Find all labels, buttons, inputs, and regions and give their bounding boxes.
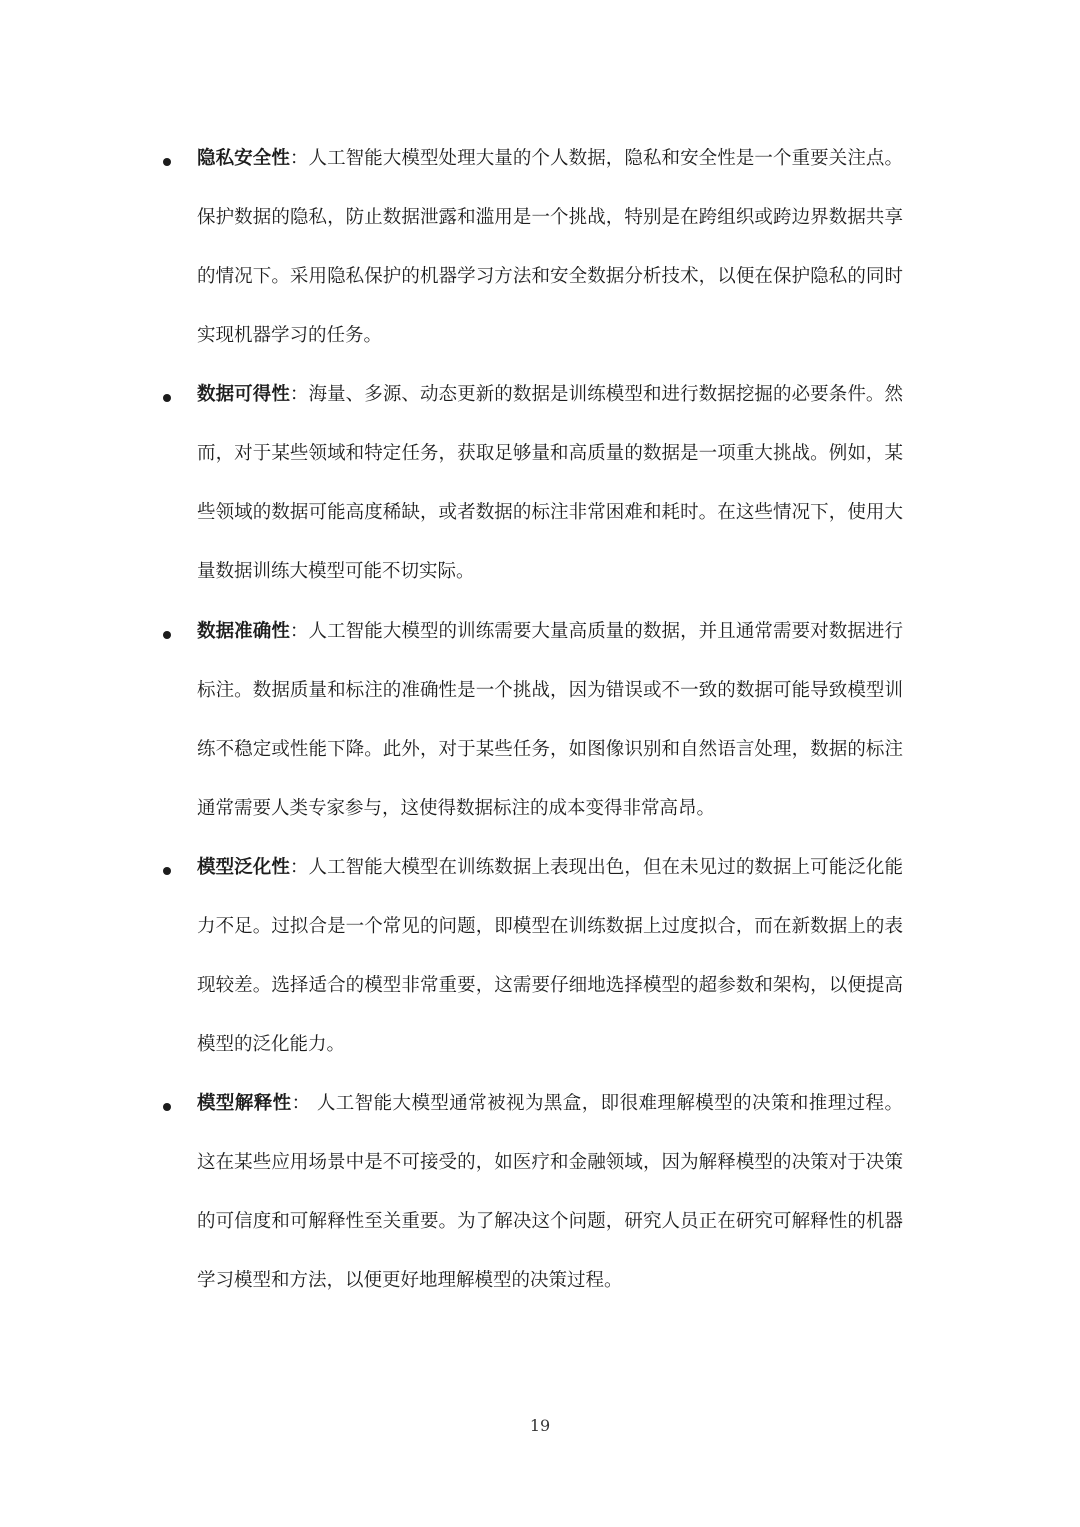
list-item-text: 人工智能大模型通常被视为黑盒，即很难理解模型的决策和推理过程。这在某些应用场景中是不可接受的，如医疗和金融领域，因为解释模型的决策对于决策的可信度和可解释性至关重要。为了解决这个问题，研究人员正在研究可解释性的机器学习模型和方法，以便更好地理解模型的决策过程。 xyxy=(197,1093,903,1291)
list-item-paragraph xyxy=(197,1074,903,1310)
page-number: 19 xyxy=(529,1416,551,1435)
term-separator: ： xyxy=(289,857,309,878)
list-item-paragraph xyxy=(197,365,903,601)
term-separator: ： xyxy=(291,1093,317,1114)
list-item-term: 隐私安全性 xyxy=(197,148,290,169)
list-item-text: 海量、多源、动态更新的数据是训练模型和进行数据挖掘的必要条件。然而，对于某些领域和特定任务，获取足够量和高质量的数据是一项重大挑战。例如，某些领域的数据可能高度稀缺，或者数据的标注非常困难和耗时。在这些情况下，使用大量数据训练大模型可能不切实际。 xyxy=(197,384,903,582)
list-item-text: 人工智能大模型在训练数据上表现出色，但在未见过的数据上可能泛化能力不足。过拟合是一个常见的问题，即模型在训练数据上过度拟合，而在新数据上的表现较差。选择适合的模型非常重要，这需要仔细地选择模型的超参数和架构，以便提高模型的泛化能力。 xyxy=(197,857,903,1055)
bullet-icon xyxy=(163,867,171,875)
list-item-text: 人工智能大模型的训练需要大量高质量的数据，并且通常需要对数据进行标注。数据质量和标注的准确性是一个挑战，因为错误或不一致的数据可能导致模型训练不稳定或性能下降。此外，对于某些任务，如图像识别和自然语言处理，数据的标注通常需要人类专家参与，这使得数据标注的成本变得非常高昂。 xyxy=(197,621,903,819)
bullet-icon xyxy=(163,1103,171,1111)
list-item-paragraph xyxy=(197,129,903,365)
list-item-term: 模型泛化性 xyxy=(197,857,290,878)
list-item-paragraph xyxy=(197,838,903,1074)
term-separator: ： xyxy=(289,384,309,405)
list-item-text: 人工智能大模型处理大量的个人数据，隐私和安全性是一个重要关注点。保护数据的隐私，防止数据泄露和滥用是一个挑战，特别是在跨组织或跨边界数据共享的情况下。采用隐私保护的机器学习方法和安全数据分析技术，以便在保护隐私的同时实现机器学习的任务。 xyxy=(197,148,903,346)
term-separator: ： xyxy=(289,621,309,642)
bullet-icon xyxy=(163,394,171,402)
list-item-term: 数据可得性 xyxy=(197,384,290,405)
list-item-term: 数据准确性 xyxy=(197,621,290,642)
bullet-icon xyxy=(163,158,171,166)
list-item-paragraph xyxy=(197,602,903,838)
list-item-term: 模型解释性 xyxy=(197,1093,292,1114)
bullet-icon xyxy=(163,631,171,639)
term-separator: ： xyxy=(289,148,309,169)
